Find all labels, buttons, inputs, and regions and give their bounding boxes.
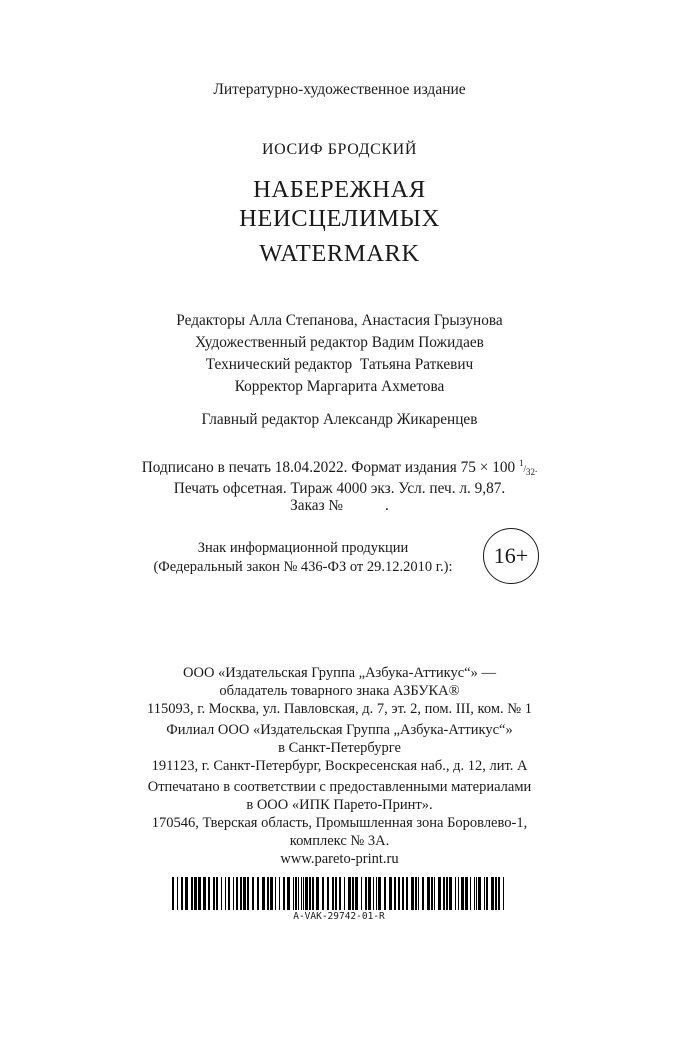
publication-print-line: Печать офсетная. Тираж 4000 экз. Усл. печ. л. 9,87. bbox=[173, 480, 506, 497]
age-rating-badge-text: 16+ bbox=[493, 543, 529, 568]
age-rating-badge bbox=[483, 528, 539, 584]
age-rating-line-2: (Федеральный закон № 436-ФЗ от 29.12.2010 г.): bbox=[153, 559, 453, 575]
credits-tech-editor: Технический редактор Татьяна Раткевич bbox=[205, 356, 474, 373]
barcode-image bbox=[172, 877, 506, 910]
imprint-line: Филиал ООО «Издательская Группа „Азбука-Аттикус“» bbox=[166, 722, 513, 738]
imprint-line: ООО «Издательская Группа „Азбука-Аттикус“» — bbox=[183, 665, 496, 681]
imprint-line: обладатель товарного знака АЗБУКА® bbox=[219, 683, 460, 699]
format-fraction-suffix: . bbox=[535, 464, 538, 474]
barcode-label: A-VAK-29742-01-R bbox=[293, 911, 385, 922]
genre-label: Литературно-художественное издание bbox=[213, 81, 466, 98]
format-fraction: 1/32. bbox=[519, 458, 538, 477]
imprint-line: 191123, г. Санкт-Петербург, Воскресенская наб., д. 12, лит. А bbox=[151, 758, 528, 774]
imprint-line: в ООО «ИПК Парето-Принт». bbox=[246, 797, 433, 813]
book-title-line-1: НАБЕРЕЖНАЯ bbox=[253, 176, 426, 203]
book-title-line-2: НЕИСЦЕЛИМЫХ bbox=[239, 205, 440, 232]
imprint-line: 115093, г. Москва, ул. Павловская, д. 7, эт. 2, пом. III, ком. № 1 bbox=[147, 701, 532, 717]
age-rating-notice bbox=[0, 540, 679, 590]
publication-order-line bbox=[0, 497, 679, 515]
imprint-url[interactable]: www.pareto-print.ru bbox=[280, 851, 399, 867]
imprint-line: 170546, Тверская область, Промышленная зона Боровлево-1, bbox=[151, 815, 528, 831]
format-fraction-denominator: 32 bbox=[526, 467, 536, 477]
credits-proofreader: Корректор Маргарита Ахметова bbox=[234, 378, 445, 395]
order-suffix: . bbox=[385, 497, 389, 514]
credits-chief-editor: Главный редактор Александр Жикаренцев bbox=[201, 411, 478, 428]
order-label: Заказ № bbox=[290, 497, 344, 514]
imprint-line: в Санкт-Петербурге bbox=[278, 740, 401, 756]
author-name: ИОСИФ БРОДСКИЙ bbox=[262, 141, 417, 158]
credits-art-editor: Художественный редактор Вадим Пожидаев bbox=[195, 334, 484, 351]
imprint-line: Отпечатано в соответствии с предоставленными материалами bbox=[147, 779, 532, 795]
age-rating-line-1: Знак информационной продукции bbox=[197, 540, 409, 556]
book-title-line-3: WATERMARK bbox=[259, 240, 420, 267]
imprint-line: комплекс № 3А. bbox=[289, 833, 390, 849]
publication-signed-text: Подписано в печать 18.04.2022. Формат издания 75 × 100 bbox=[141, 459, 516, 476]
publication-signed-line bbox=[0, 459, 679, 477]
credits-editors: Редакторы Алла Степанова, Анастасия Грызунова bbox=[176, 312, 503, 329]
format-fraction-numerator: 1 bbox=[519, 458, 524, 468]
